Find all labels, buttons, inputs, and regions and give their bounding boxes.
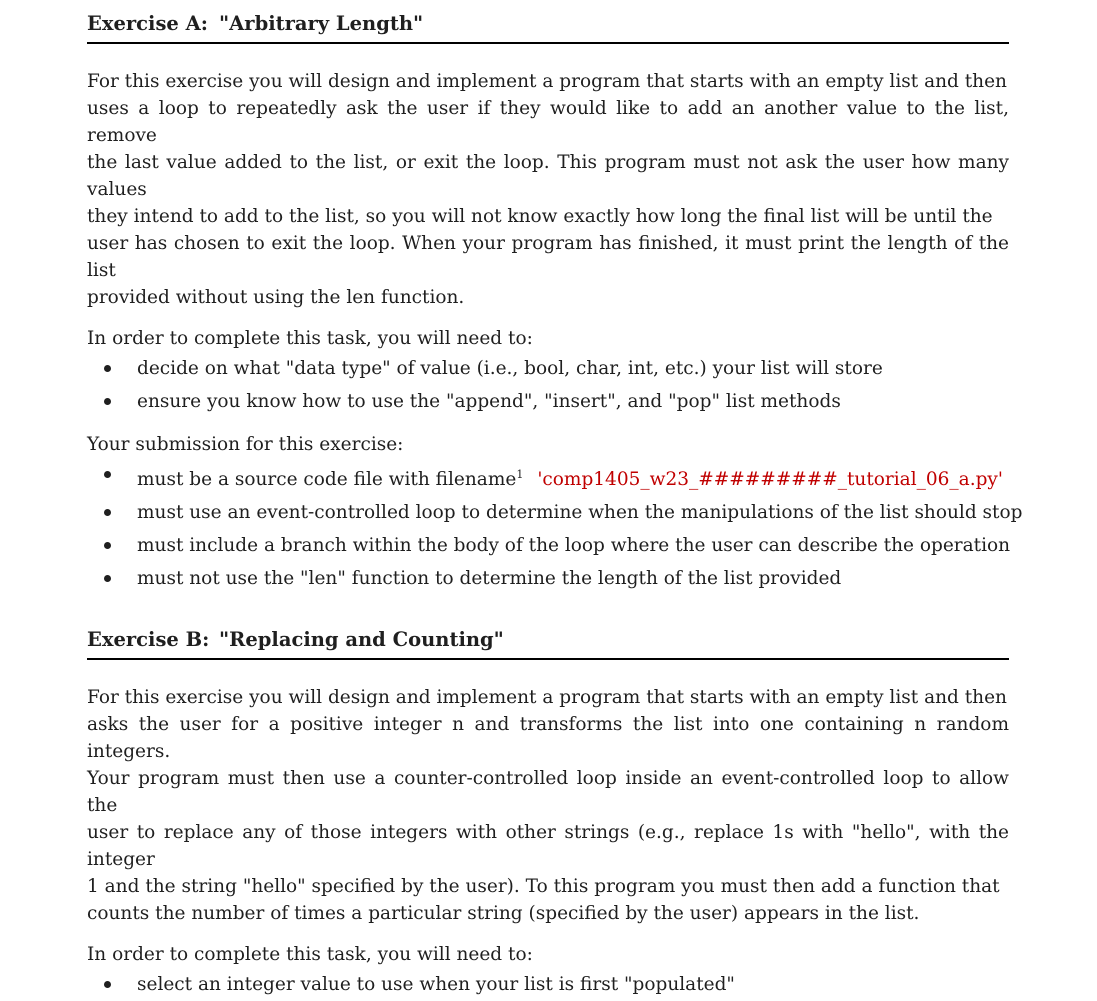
- exercise-b-line: 1 and the string "hello" specified by the user). To this program you must then add a function that: [87, 876, 1000, 897]
- exercise-a-description: [87, 68, 1009, 311]
- bullet-icon: [104, 365, 111, 372]
- bullet-icon: [104, 981, 111, 988]
- exercise-a-submission-list: [87, 458, 1023, 595]
- exercise-a-needs-list: [87, 352, 1009, 418]
- exercise-b-needs-intro: In order to complete this task, you will need to:: [87, 944, 533, 965]
- list-item: decide on what "data type" of value (i.e., bool, char, int, etc.) your list will store: [87, 352, 1009, 385]
- exercise-a-label: Exercise A:: [87, 12, 208, 35]
- exercise-b-description: [87, 684, 1009, 927]
- exercise-b-heading: [87, 620, 1009, 660]
- required-filename: 'comp1405_w23_#########_tutorial_06_a.py': [537, 469, 1003, 490]
- footnote-marker: 1: [516, 468, 524, 481]
- bullet-icon: [104, 398, 111, 405]
- document-page: [87, 0, 1023, 1001]
- exercise-b-title: "Replacing and Counting": [219, 628, 504, 651]
- exercise-b-line: For this exercise you will design and implement a program that starts with an empty list and then: [87, 687, 1007, 708]
- list-item: must not use the "len" function to determine the length of the list provided: [87, 562, 1009, 595]
- list-item: must be a source code file with filename$^1$ 'comp1405_w23_#########_tutorial_06_a.py': [87, 458, 1009, 496]
- exercise-a-line: For this exercise you will design and implement a program that starts with an empty list and then: [87, 71, 1007, 92]
- exercise-b-line: asks the user for a positive integer n and transforms the list into one containing n random integers.: [87, 714, 1009, 762]
- exercise-b-needs-list: [87, 968, 1009, 1001]
- exercise-a-line: they intend to add to the list, so you will not know exactly how long the final list will be until the: [87, 206, 993, 227]
- exercise-a-line: user has chosen to exit the loop. When your program has finished, it must print the length of the list: [87, 233, 1009, 281]
- exercise-b-line: counts the number of times a particular string (specified by the user) appears in the list.: [87, 903, 920, 924]
- bullet-icon: [104, 575, 111, 582]
- list-item: must use an event-controlled loop to determine when the manipulations of the list should stop: [87, 496, 1009, 529]
- exercise-a-title: "Arbitrary Length": [219, 12, 424, 35]
- list-item: must include a branch within the body of the loop where the user can describe the operation: [87, 529, 1009, 562]
- exercise-b-line: user to replace any of those integers with other strings (e.g., replace 1s with "hello", with the integer: [87, 822, 1009, 870]
- list-item: select an integer value to use when your list is first "populated": [87, 968, 1009, 1001]
- exercise-a-needs-intro: In order to complete this task, you will need to:: [87, 328, 533, 349]
- exercise-b-line: Your program must then use a counter-controlled loop inside an event-controlled loop to allow the: [87, 768, 1009, 816]
- list-item: ensure you know how to use the "append", "insert", and "pop" list methods: [87, 385, 1009, 418]
- exercise-a-line: provided without using the len function.: [87, 287, 465, 308]
- bullet-icon: [104, 542, 111, 549]
- exercise-a-heading: [87, 4, 1009, 44]
- exercise-a-line: uses a loop to repeatedly ask the user if they would like to add an another value to the list, remove: [87, 98, 1009, 146]
- exercise-b-label: Exercise B:: [87, 628, 210, 651]
- exercise-a-submission-intro: Your submission for this exercise:: [87, 434, 404, 455]
- bullet-icon: [104, 509, 111, 516]
- exercise-a-line: the last value added to the list, or exit the loop. This program must not ask the user how many values: [87, 152, 1009, 200]
- bullet-icon: [104, 471, 111, 478]
